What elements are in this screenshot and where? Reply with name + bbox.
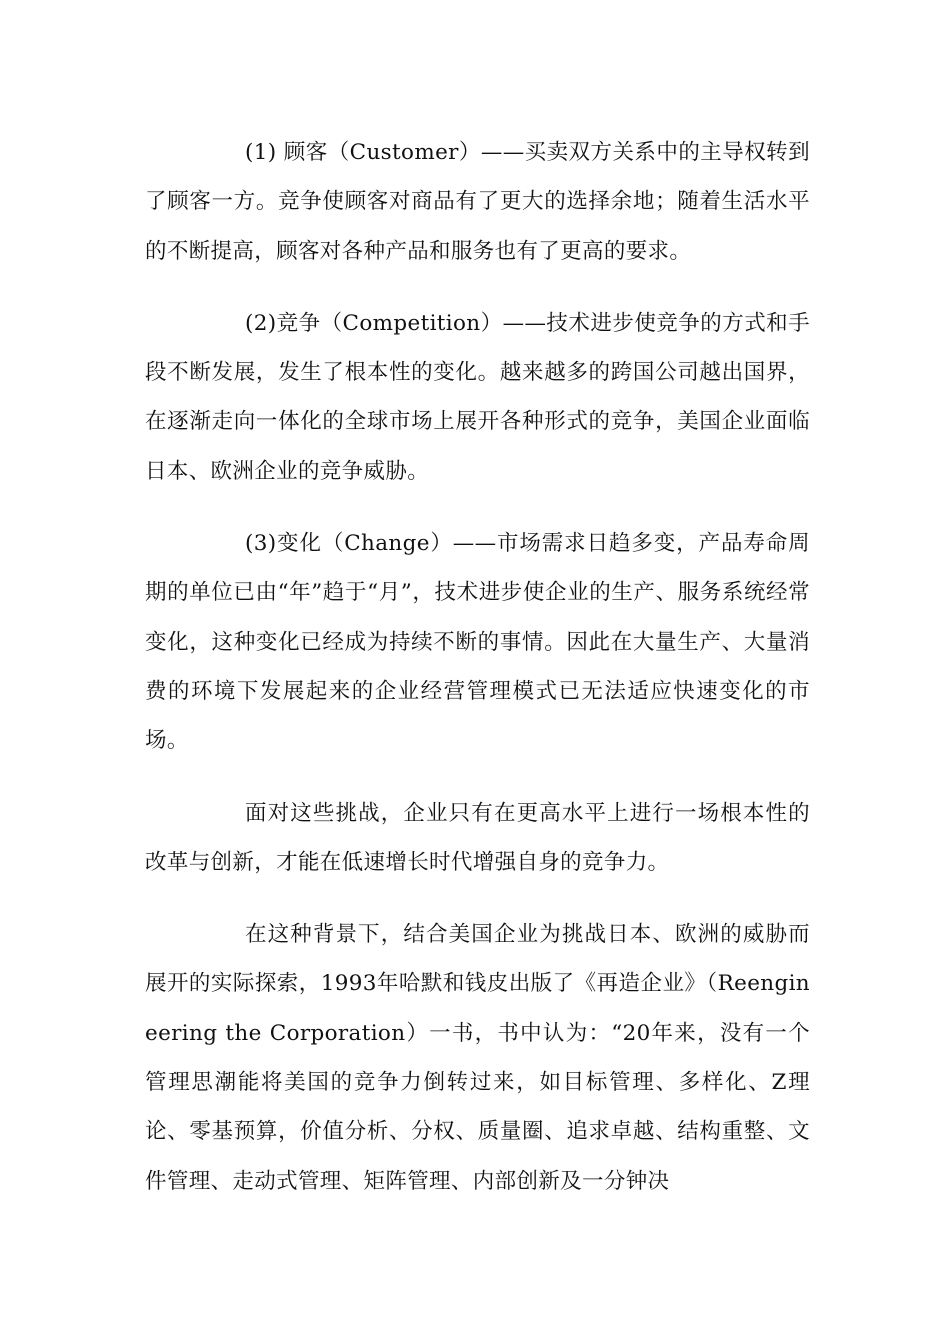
paragraph-gap [145, 276, 810, 299]
paragraph-gap [145, 496, 810, 519]
paragraph-customer: (1) 顾客（Customer）——买卖双方关系中的主导权转到了顾客一方。竞争使顾客对商品有了更大的选择余地；随着生活水平的不断提高，顾客对各种产品和服务也有了更高的要求。 [145, 140, 810, 264]
paragraph-gap [145, 887, 810, 910]
paragraph-reengineering: 在这种背景下，结合美国企业为挑战日本、欧洲的威胁而展开的实际探索，1993年哈默和钱皮出版了《再造企业》（Reengineering the Corporation）一书，书中认为：“20年来，没有一个管理思潮能将美国的竞争力倒转过来，如目标管理、多样化、Z理论、零基预算，价值分析、分权、质量圈、追求卓越、结构重整、文件管理、走动式管理、矩阵管理、内部创新及一分钟决 [145, 922, 810, 1194]
paragraph-change: (3)变化（Change）——市场需求日趋多变，产品寿命周期的单位已由“年”趋于“月”，技术进步使企业的生产、服务系统经常变化，这种变化已经成为持续不断的事情。因此在大量生产、大量消费的环境下发展起来的企业经营管理模式已无法适应快速变化的市场。 [145, 531, 810, 754]
paragraph-competition: (2)竞争（Competition）——技术进步使竞争的方式和手段不断发展，发生了根本性的变化。越来越多的跨国公司越出国界，在逐渐走向一体化的全球市场上展开各种形式的竞争，美国企业面临日本、欧洲企业的竞争威胁。 [145, 310, 810, 484]
paragraph-gap [145, 766, 810, 789]
paragraph-challenges: 面对这些挑战，企业只有在更高水平上进行一场根本性的改革与创新，才能在低速增长时代增强自身的竞争力。 [145, 800, 810, 875]
document-body [145, 128, 810, 1206]
